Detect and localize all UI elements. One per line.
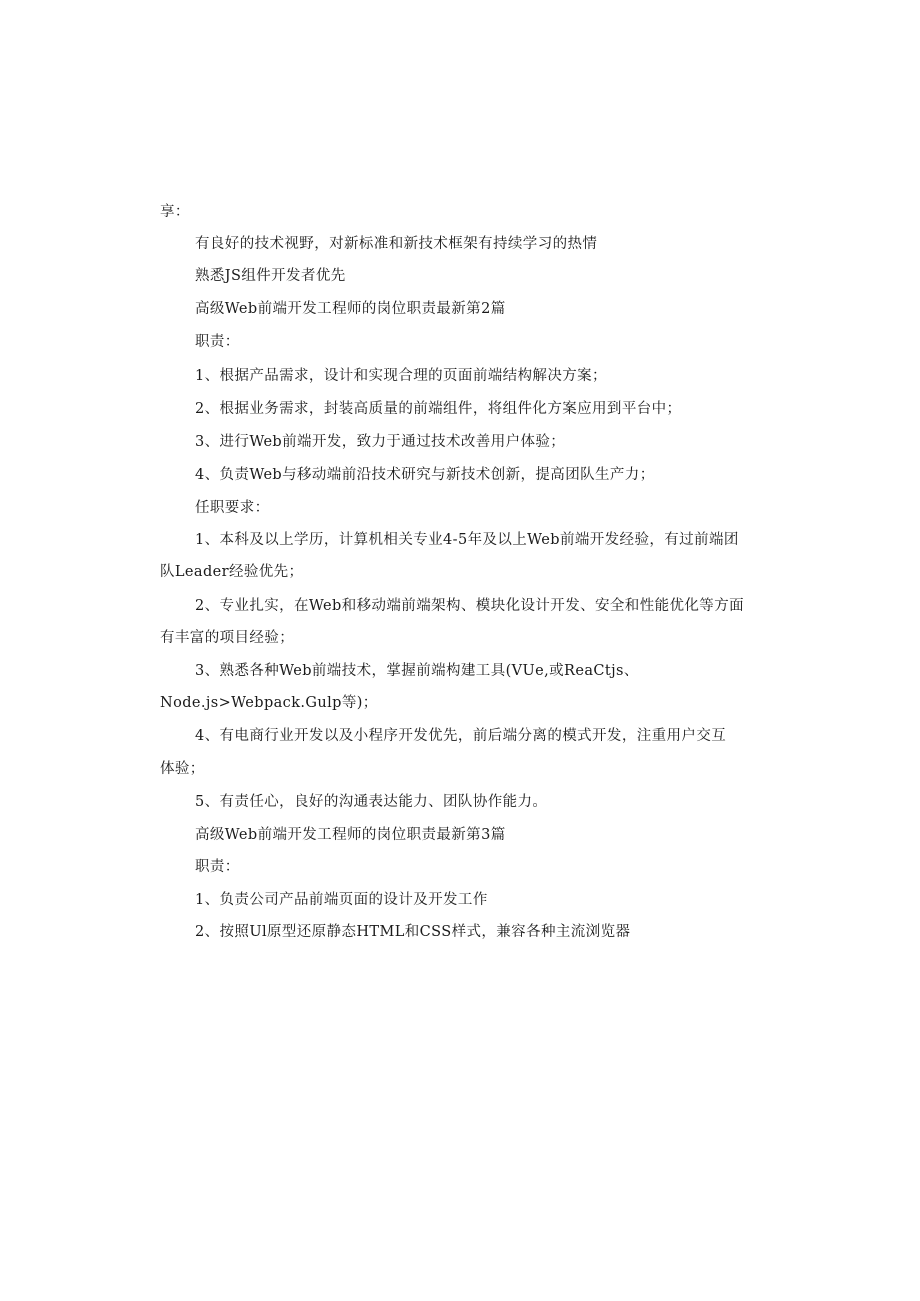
section-heading: 高级Web前端开发工程师的岗位职责最新第3篇 <box>195 827 506 843</box>
list-item: 1、根据产品需求，设计和实现合理的页面前端结构解决方案； <box>195 368 607 384</box>
subheading-requirements: 任职要求： <box>195 500 270 516</box>
list-item: 4、负责Web与移动端前沿技术研究与新技术创新，提高团队生产力； <box>195 467 655 483</box>
text-line: 熟悉JS组件开发者优先 <box>195 268 346 284</box>
text-line: 有良好的技术视野，对新标准和新技术框架有持续学习的热情 <box>195 236 598 252</box>
list-item: 2、按照Ul原型还原静态HTML和CSS样式，兼容各种主流浏览器 <box>195 924 631 940</box>
list-item: 1、本科及以上学历，计算机相关专业4-5年及以上Web前端开发经验，有过前端团 <box>195 532 739 548</box>
list-item-continuation: 体验； <box>160 761 205 777</box>
text-line-continuation: 享： <box>160 204 190 220</box>
list-item: 2、根据业务需求，封装高质量的前端组件，将组件化方案应用到平台中； <box>195 401 682 417</box>
section-heading: 高级Web前端开发工程师的岗位职责最新第2篇 <box>195 301 506 317</box>
list-item: 5、有责任心，良好的沟通表达能力、团队协作能力。 <box>195 794 548 810</box>
list-item-continuation: Node.js>Webpack.Gulp等)； <box>160 695 378 711</box>
list-item-continuation: 有丰富的项目经验； <box>160 630 295 646</box>
list-item: 4、有电商行业开发以及小程序开发优先，前后端分离的模式开发，注重用户交互 <box>195 728 727 744</box>
list-item-continuation: 队Leader经验优先； <box>160 564 304 580</box>
subheading-duties: 职责： <box>195 859 240 875</box>
list-item: 3、进行Web前端开发，致力于通过技术改善用户体验； <box>195 434 566 450</box>
list-item: 3、熟悉各种Web前端技术，掌握前端构建工具(VUe,或ReaCtjs、 <box>195 663 639 679</box>
list-item: 1、负责公司产品前端页面的设计及开发工作 <box>195 892 488 908</box>
subheading-duties: 职责： <box>195 334 240 350</box>
list-item: 2、专业扎实，在Web和移动端前端架构、模块化设计开发、安全和性能优化等方面 <box>195 598 745 614</box>
